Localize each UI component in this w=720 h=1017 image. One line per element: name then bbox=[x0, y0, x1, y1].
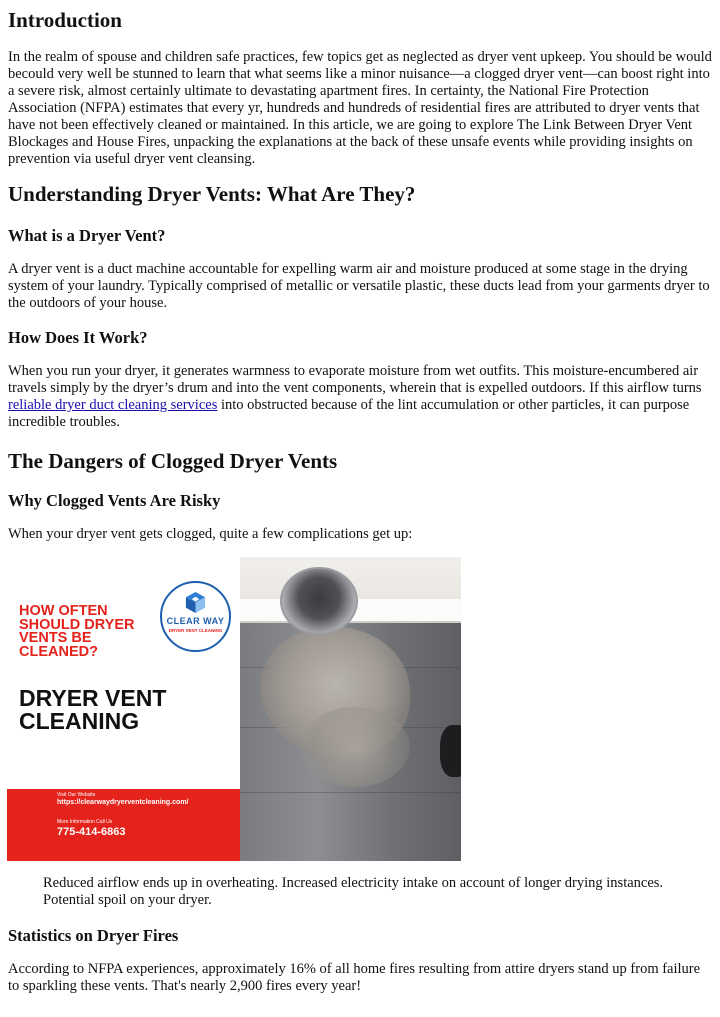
heading-how-does-it-work: How Does It Work? bbox=[8, 328, 148, 347]
heading-introduction: Introduction bbox=[8, 8, 122, 32]
photo-vent-duct bbox=[280, 567, 358, 635]
paragraph-what-is-dryer-vent: A dryer vent is a duct machine accountable for expelling warm air and moisture produced at some stage in the drying system of your laundry. Typically comprised of metallic or versatile plastic, these ducts lead from your garments dryer to the outdoors of your house. bbox=[8, 261, 710, 311]
heading-understanding-dryer-vents: Understanding Dryer Vents: What Are They? bbox=[8, 182, 416, 206]
banner-phone: 775-414-6863 bbox=[57, 826, 126, 838]
photo-lint-pile bbox=[300, 707, 410, 787]
clogged-vent-photo bbox=[240, 557, 461, 861]
dryer-duct-cleaning-link[interactable]: reliable dryer duct cleaning services bbox=[8, 397, 218, 413]
list-consequences: Reduced airflow ends up in overheating. Increased electricity intake on account of longer drying instances. Potential spoil on your dryer. bbox=[43, 875, 664, 908]
logo-cube-icon bbox=[184, 591, 207, 614]
photo-shoe bbox=[440, 725, 461, 777]
heading-why-clogged-risky: Why Clogged Vents Are Risky bbox=[8, 491, 221, 510]
paragraph-why-clogged-risky: When your dryer vent gets clogged, quite a few complications get up: bbox=[8, 526, 413, 542]
heading-statistics-dryer-fires: Statistics on Dryer Fires bbox=[8, 926, 179, 945]
banner-title: DRYER VENT CLEANING bbox=[19, 685, 167, 734]
banner-url: https://clearwaydryerventcleaning.com/ bbox=[57, 799, 189, 806]
paragraph-text-after-link: into obstructed because of the lint accumulation or other particles, it can purpose incredible troubles. bbox=[8, 397, 690, 430]
clear-way-logo bbox=[160, 581, 231, 652]
paragraph-text-before-link: When you run your dryer, it generates warmness to evaporate moisture from wet outfits. This moisture-encumbered air travels simply by the dryer’s drum and into the vent components, wherein that is expelled outdoors. If this airflow turns bbox=[8, 363, 702, 396]
banner-question: HOW OFTEN SHOULD DRYER VENTS BE CLEANED? bbox=[19, 603, 135, 660]
paragraph-introduction: In the realm of spouse and children safe practices, few topics get as neglected as dryer vent upkeep. You should be would becould very well be stunned to learn that what seems like a minor nuisance—a clogged dryer vent—can boost right into a severe risk, almost certainly ultimate to devastating apartment fires. In certainty, the National Fire Protection Association (NFPA) estimates that every yr, hundreds and hundreds of residential fires are attributed to dryer vents that have not been effectively cleaned or maintained. In this article, we are going to explore The Link Between Dryer Vent Blockages and House Fires, unpacking the explanations at the back of these unsafe events while providing insights on prevention via useful dryer vent cleansing. bbox=[8, 49, 712, 167]
logo-name: CLEAR WAY bbox=[166, 616, 225, 626]
paragraph-how-does-it-work bbox=[8, 363, 712, 431]
banner-info-label: More Information Call Us bbox=[57, 819, 113, 825]
heading-what-is-dryer-vent: What is a Dryer Vent? bbox=[8, 226, 166, 245]
banner-visit-label: Visit Our Website bbox=[57, 792, 96, 798]
dryer-vent-cleaning-banner-image bbox=[7, 557, 461, 861]
heading-dangers-clogged-vents: The Dangers of Clogged Dryer Vents bbox=[8, 449, 338, 473]
photo-floor-board-line bbox=[240, 792, 461, 793]
logo-tagline: DRYER VENT CLEANING bbox=[168, 628, 223, 633]
paragraph-statistics-dryer-fires: According to NFPA experiences, approximately 16% of all home fires resulting from attire dryers stand up from failure to sparkling these vents. That's nearly 2,900 fires every year! bbox=[8, 961, 701, 994]
